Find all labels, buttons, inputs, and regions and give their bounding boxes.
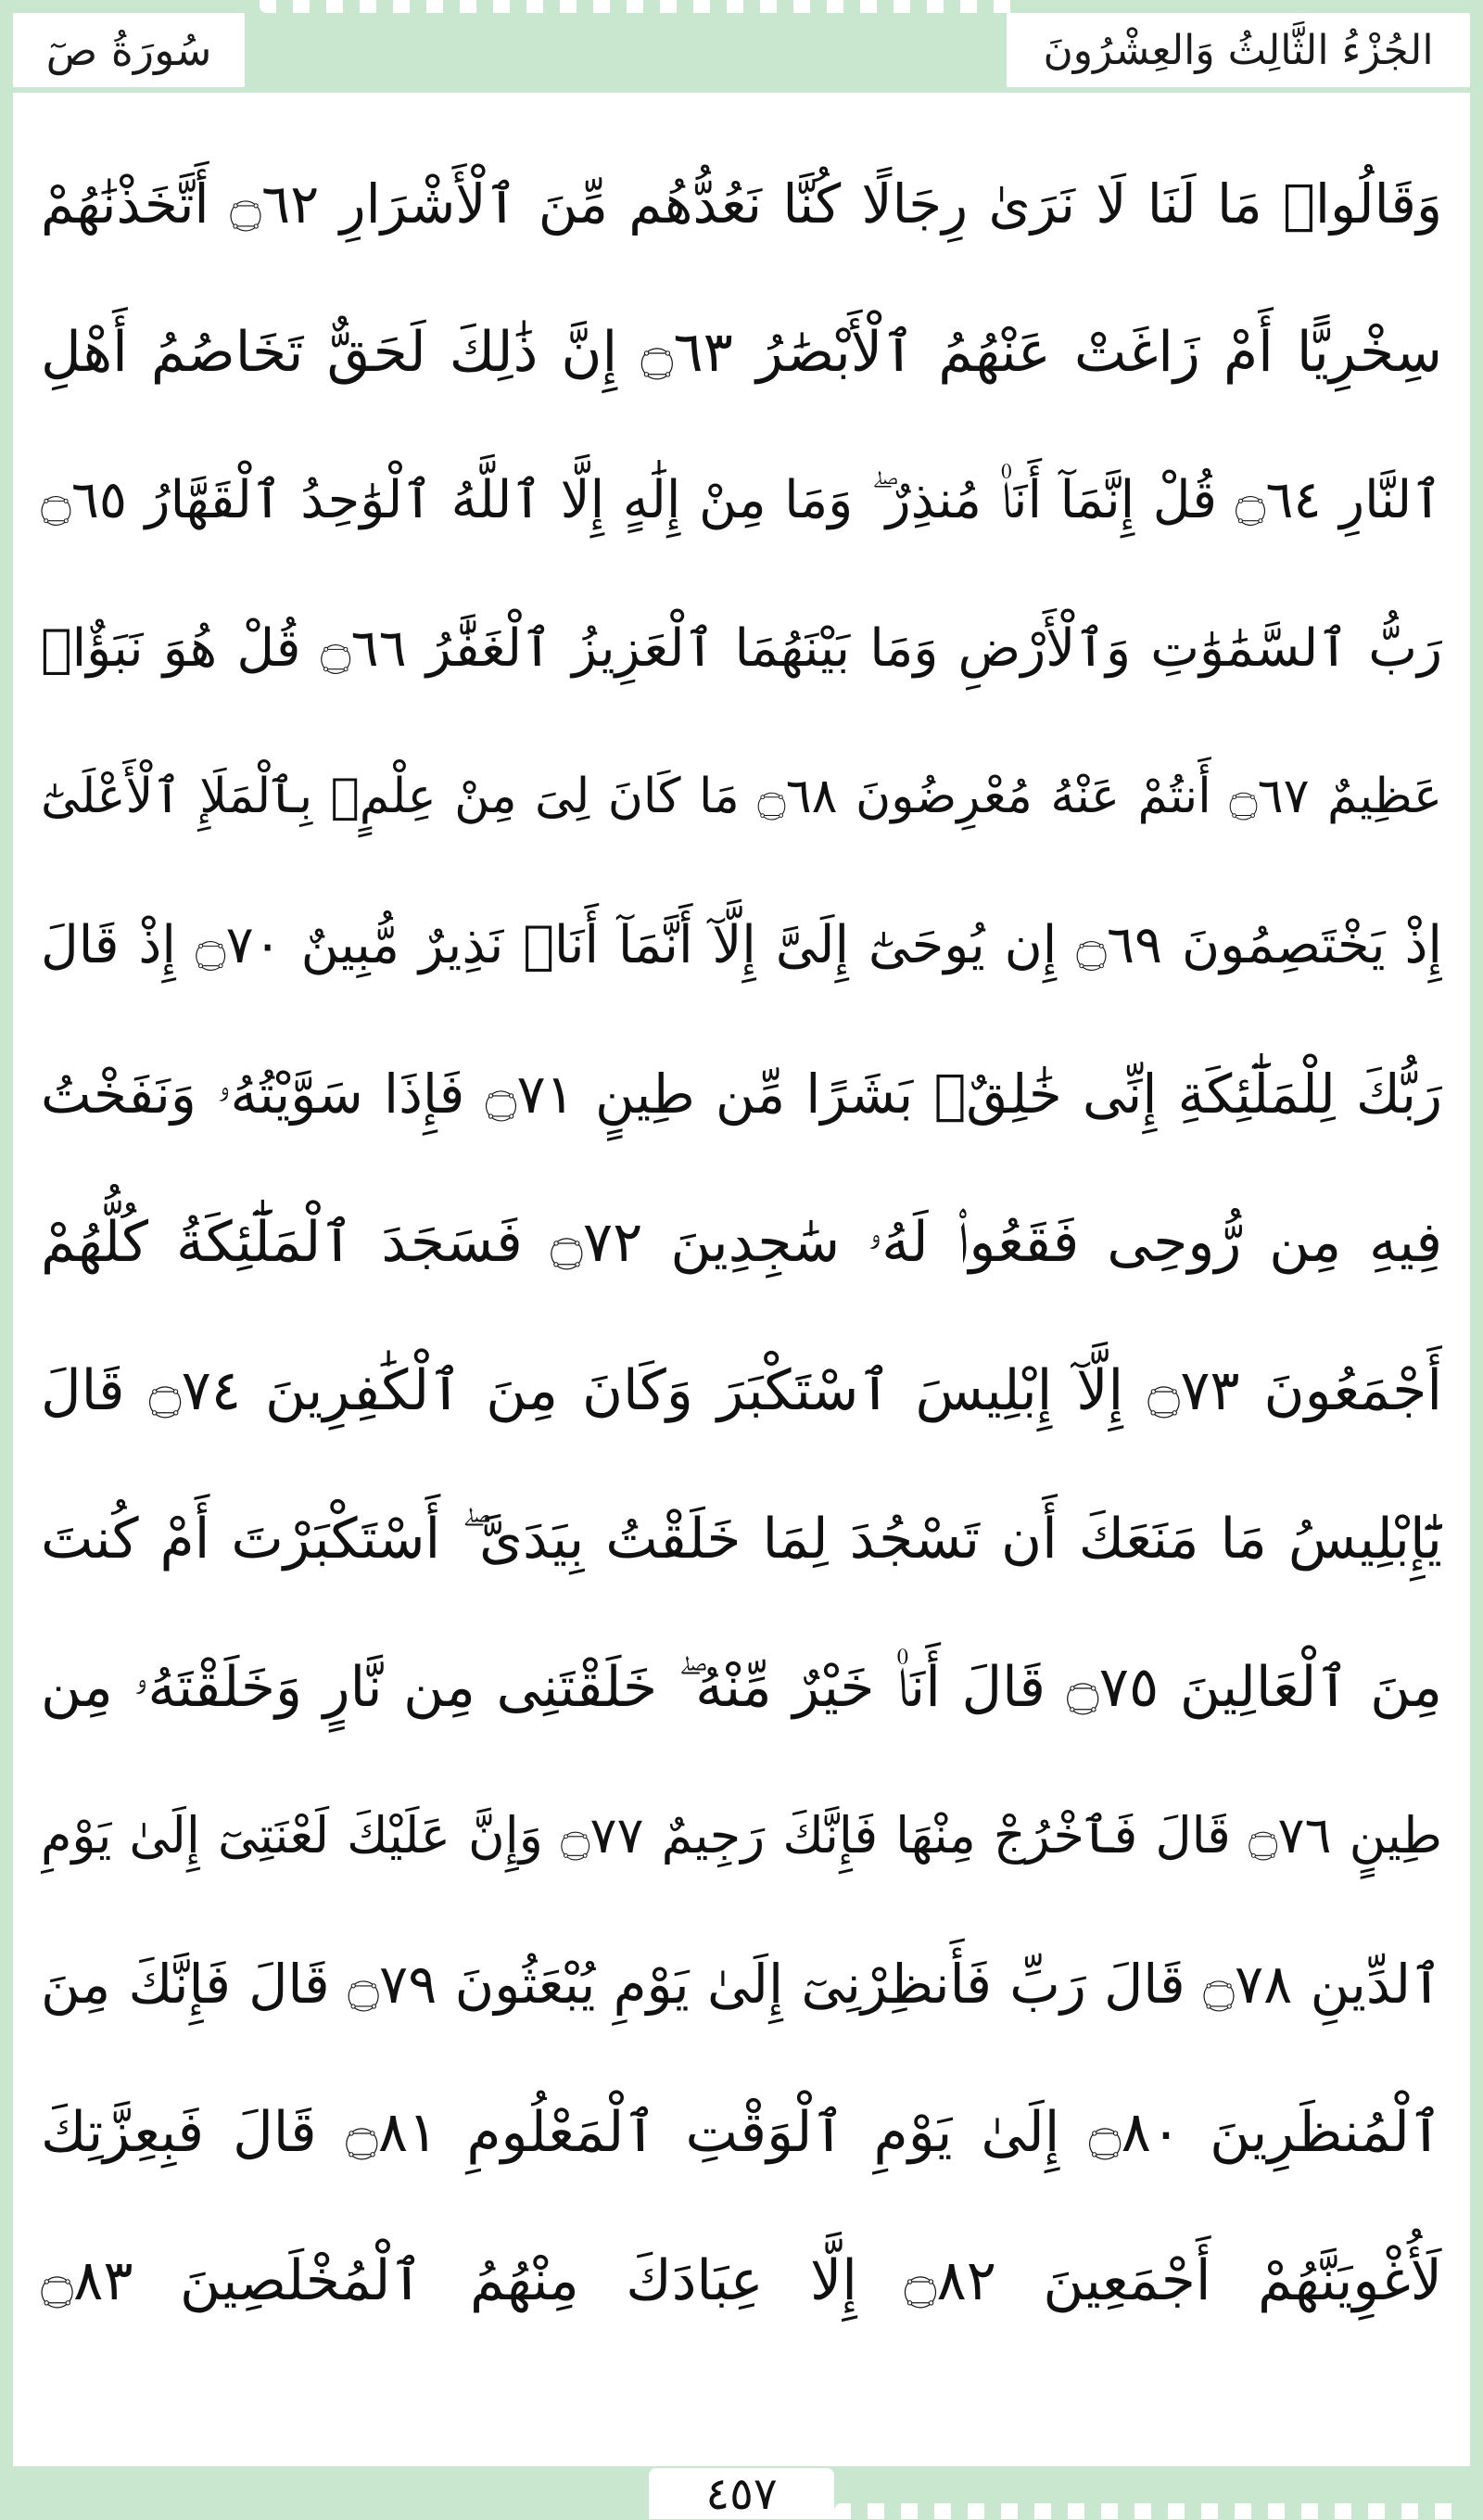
text-line	[41, 278, 1442, 426]
text-line	[41, 1168, 1442, 1317]
line-text: رَبُّكَ لِلْمَلَٰٓئِكَةِ إِنِّى خَٰلِقٌۢ بَشَرًا مِّن طِينٍ ۝٧١ فَإِذَا سَوَّيْتُهُۥ وَنَفَخْتُ	[41, 1062, 1442, 1126]
line-text: أَجْمَعُونَ ۝٧٣ إِلَّآ إِبْلِيسَ ٱسْتَكْبَرَ وَكَانَ مِنَ ٱلْكَٰفِرِينَ ۝٧٤ قَالَ	[41, 1358, 1442, 1423]
line-text: رَبُّ ٱلسَّمَٰوَٰتِ وَٱلْأَرْضِ وَمَا بَيْنَهُمَا ٱلْعَزِيزُ ٱلْغَفَّٰرُ ۝٦٦ قُلْ هُوَ نَبَؤٌا۟	[41, 618, 1442, 680]
text-line	[41, 1317, 1442, 1465]
text-line	[41, 872, 1442, 1020]
line-text: طِينٍ ۝٧٦ قَالَ فَٱخْرُجْ مِنْهَا فَإِنَّكَ رَجِيمٌ ۝٧٧ وَإِنَّ عَلَيْكَ لَعْنَتِىٓ إِلَىٰ يَوْمِ	[41, 1805, 1442, 1865]
line-text: سِخْرِيًّا أَمْ زَاغَتْ عَنْهُمُ ٱلْأَبْصَٰرُ ۝٦٣ إِنَّ ذَٰلِكَ لَحَقٌّ تَخَاصُمُ أَهْلِ	[41, 320, 1442, 385]
line-text: ٱلْمُنظَرِينَ ۝٨٠ إِلَىٰ يَوْمِ ٱلْوَقْتِ ٱلْمَعْلُومِ ۝٨١ قَالَ فَبِعِزَّتِكَ	[41, 2100, 1442, 2165]
text-line	[41, 1613, 1442, 1762]
verse-lines	[41, 130, 1442, 2355]
line-text: إِذْ يَخْتَصِمُونَ ۝٦٩ إِن يُوحَىٰٓ إِلَىَّ إِلَّآ أَنَّمَآ أَنَا۠ نَذِيرٌ مُّبِينٌ ۝٧٠ إِذْ قَالَ	[41, 915, 1442, 976]
line-text: عَظِيمٌ ۝٦٧ أَنتُمْ عَنْهُ مُعْرِضُونَ ۝٦٨ مَا كَانَ لِىَ مِنْ عِلْمٍۭ بِٱلْمَلَإِ ٱلْأَعْلَىٰٓ	[41, 769, 1442, 825]
text-line	[41, 426, 1442, 575]
text-line	[41, 130, 1442, 278]
juz-title-box	[1007, 13, 1470, 87]
line-text: لَأُغْوِيَنَّهُمْ أَجْمَعِينَ ۝٨٢ إِلَّا عِبَادَكَ مِنْهُمُ ٱلْمُخْلَصِينَ ۝٨٣	[41, 2248, 1442, 2313]
page-number: ٤٥٧	[705, 2467, 778, 2520]
text-line	[41, 1762, 1442, 1910]
text-line	[41, 2058, 1442, 2207]
footer-ornament	[834, 2503, 1464, 2519]
text-line	[41, 1465, 1442, 1613]
page-header	[0, 0, 1483, 91]
line-text: يَٰٓإِبْلِيسُ مَا مَنَعَكَ أَن تَسْجُدَ لِمَا خَلَقْتُ بِيَدَىَّ ۖ أَسْتَكْبَرْتَ أَمْ كُنتَ	[41, 1507, 1442, 1572]
text-line	[41, 1910, 1442, 2058]
line-text: مِنَ ٱلْعَالِينَ ۝٧٥ قَالَ أَنَا۠ خَيْرٌ مِّنْهُ ۖ خَلَقْتَنِى مِن نَّارٍ وَخَلَقْتَهُۥ مِن	[41, 1655, 1442, 1720]
quran-text-panel	[13, 93, 1470, 2466]
line-text: فِيهِ مِن رُّوحِى فَقَعُوا۟ لَهُۥ سَٰجِدِينَ ۝٧٢ فَسَجَدَ ٱلْمَلَٰٓئِكَةُ كُلُّهُمْ	[41, 1210, 1442, 1275]
page-number-box	[649, 2468, 834, 2519]
text-line	[41, 1020, 1442, 1168]
line-text: ٱلدِّينِ ۝٧٨ قَالَ رَبِّ فَأَنظِرْنِىٓ إِلَىٰ يَوْمِ يُبْعَثُونَ ۝٧٩ قَالَ فَإِنَّكَ مِنَ	[41, 1952, 1442, 2016]
surah-title-box	[13, 13, 245, 87]
surah-title: سُورَةُ صٓ	[45, 25, 212, 75]
text-line	[41, 723, 1442, 872]
line-text: ٱلنَّارِ ۝٦٤ قُلْ إِنَّمَآ أَنَا۠ مُنذِرٌ ۖ وَمَا مِنْ إِلَٰهٍ إِلَّا ٱللَّهُ ٱلْوَٰحِدُ ٱلْقَهَّارُ ۝٦٥	[41, 470, 1442, 531]
juz-title: الجُزْءُ الثَّالِثُ وَالعِشْرُونَ	[1043, 26, 1434, 74]
text-line	[41, 575, 1442, 723]
text-line	[41, 2207, 1442, 2355]
line-text: وَقَالُوا۟ مَا لَنَا لَا نَرَىٰ رِجَالًا كُنَّا نَعُدُّهُم مِّنَ ٱلْأَشْرَارِ ۝٦٢ أَتَّخَذْنَٰهُمْ	[41, 172, 1442, 235]
header-ornament	[260, 0, 1020, 13]
